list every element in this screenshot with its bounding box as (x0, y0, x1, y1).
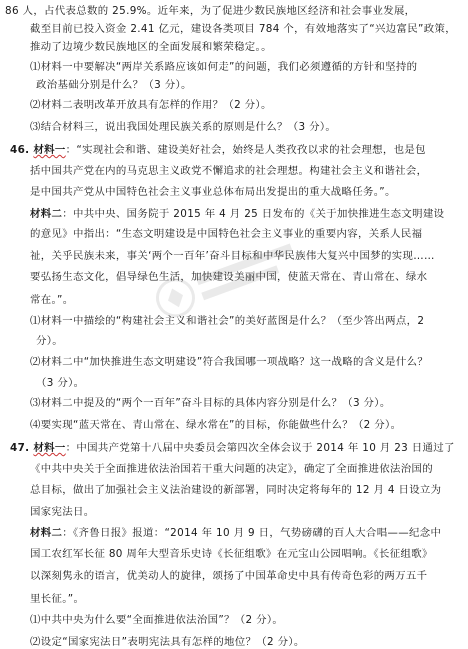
question-number: 46. (10, 144, 34, 156)
material-label: 材料一 (33, 442, 66, 454)
line-text: 国家宪法日。 (30, 506, 95, 518)
question-number: 47. (10, 442, 34, 454)
text-line (30, 418, 401, 432)
text-line (30, 314, 424, 328)
line-text: 里长征。”。 (30, 593, 85, 605)
text-line (30, 613, 283, 627)
line-text: （3 分）。 (36, 377, 85, 389)
text-line (36, 376, 84, 390)
line-text: 括中国共产党在内的马克思主义政党不懈追求的社会理想。构建社会主义和谐社会， (30, 165, 428, 177)
text-line (30, 592, 84, 606)
line-text: ：“实现社会和谐、建设美好社会，始终是人类孜孜以求的社会理想，也是包 (65, 144, 426, 156)
line-text: 常在。”。 (30, 294, 74, 306)
line-text: 是中国共产党从中国特色社会主义事业总体布局出发提出的重大战略任务。”。 (30, 186, 396, 198)
line-text: ⑶材料二中提及的“两个一百年”奋斗目标的具体内容分别是什么？（3 分）。 (30, 397, 391, 409)
line-text: 政治基础分别是什么？（3 分）。 (36, 79, 192, 91)
text-line (30, 164, 427, 178)
text-line (30, 569, 427, 583)
material-label: 材料二 (30, 208, 63, 220)
text-line (30, 185, 396, 199)
text-line (30, 40, 272, 54)
text-line (30, 505, 94, 519)
line-text: ⑶结合材料三，说出我国处理民族关系的原则是什么？（3 分）。 (30, 121, 337, 133)
line-text: 国工农红军长征 80 周年大型音乐史诗《长征组歌》在元宝山公园唱响。《长征组歌》 (30, 548, 433, 560)
text-line (30, 227, 422, 241)
line-text: 要弘扬生态文化，倡导绿色生活，加快建设美丽中国，使蓝天常在、青山常在、绿水 (30, 271, 428, 283)
text-line (30, 462, 433, 476)
text-line (5, 4, 415, 18)
line-text: ⑵设定“国家宪法日”表明宪法具有怎样的地位？（2 分）。 (30, 636, 305, 648)
line-text: ⑵材料二表明改革开放具有怎样的作用？（2 分）。 (30, 99, 272, 111)
text-line (10, 441, 455, 455)
text-line (30, 120, 336, 134)
text-line (30, 483, 441, 497)
line-text: 《中共中央关于全面推进依法治国若干重大问题的决定》，确定了全面推进依法治国的 (30, 463, 433, 475)
line-text: 以深刻隽永的语言，优美动人的旋律，颂扬了中国革命史中具有传奇色彩的两万五千 (30, 570, 428, 582)
line-text: ⑴材料一中要解决“两岸关系路应该如何走”的问题，我们必须遵循的方针和坚持的 (30, 61, 418, 73)
line-text: 总目标，做出了加强社会主义法治建设的新部署，同时决定将每年的 12 月 4 日设立为 (30, 484, 442, 496)
text-line (30, 396, 391, 410)
text-line (30, 547, 433, 561)
line-text: 分）。 (36, 335, 64, 347)
text-line (36, 78, 192, 92)
text-line (10, 143, 426, 157)
line-text: ：中共中央、国务院于 2015 年 4 月 25 日发布的《关于加快推进生态文明建设 (62, 208, 445, 220)
line-text: ⑴中共中央为什么要“全面推进依法治国”？（2 分）。 (30, 614, 284, 626)
line-text: 的意见》中指出：“生态文明建设是中国特色社会主义事业的重要内容，关系人民福 (30, 228, 423, 240)
material-label: 材料二 (30, 527, 63, 539)
text-line (30, 526, 441, 540)
line-text: 截至目前已投入资金 2.41 亿元，建设各类项目 784 个，有效地落实了“兴边富民”政策， (30, 23, 456, 35)
line-text: ⑵材料二中“加快推进生态文明建设”符合我国哪一项战略？这一战略的含义是什么？ (30, 356, 429, 368)
text-line (30, 293, 74, 307)
text-line (30, 98, 272, 112)
text-line (30, 355, 428, 369)
text-line (36, 334, 63, 348)
line-text: 86 人，占代表总数的 25.9%。近年来，为了促进少数民族地区经济和社会事业发展， (5, 5, 416, 17)
text-line (30, 635, 305, 649)
text-line (30, 207, 444, 221)
material-label: 材料一 (33, 144, 66, 156)
line-text: 推动了边境少数民族地区的全面发展和繁荣稳定。。 (30, 41, 272, 53)
line-text: 祉，关乎民族未来，事关‘两个一百年’奋斗目标和中华民族伟大复兴中国梦的实现…… (30, 250, 435, 262)
line-text: ：《齐鲁日报》报道：“2014 年 10 月 9 日，气势磅礴的百人大合唱——纪念中 (62, 527, 442, 539)
line-text: ⑴材料一中描绘的“构建社会主义和谐社会”的美好蓝图是什么？（至少答出两点，2 (30, 315, 425, 327)
line-text: ：中国共产党第十八届中央委员会第四次全体会议于 2014 年 10 月 23 日通过了 (65, 442, 455, 454)
text-line (30, 60, 417, 74)
text-line (30, 22, 456, 36)
line-text: ⑷要实现“蓝天常在、青山常在、绿水常在”的目标，你能做些什么？（2 分）。 (30, 419, 402, 431)
